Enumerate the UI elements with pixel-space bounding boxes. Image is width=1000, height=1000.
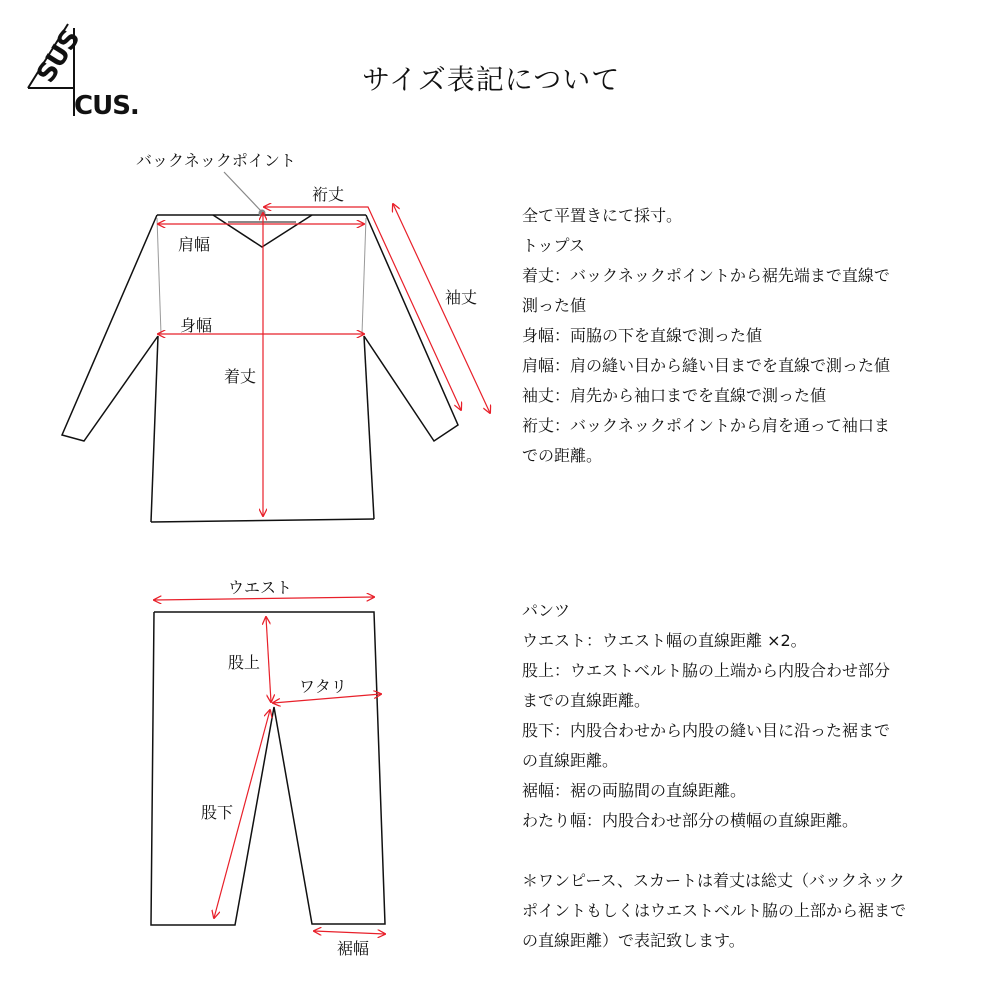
tops-desc-line: 裄丈：バックネックポイントから肩を通って袖口ま: [522, 416, 890, 435]
pants-description: [522, 596, 962, 956]
pants-desc-line: [522, 836, 962, 866]
watari-label: ワタリ: [299, 677, 347, 696]
tops-desc-line: での距離。: [522, 446, 603, 465]
back-neck-pointer: [224, 172, 261, 211]
waist-label: ウエスト: [228, 578, 293, 597]
logo-top-text: SUS: [31, 25, 87, 89]
tops-desc-line: 肩幅：肩の縫い目から縫い目までを直線で測った値: [522, 356, 891, 375]
pants-desc-line: パンツ: [522, 601, 571, 620]
back-neck-point-dot: [259, 210, 266, 217]
pants-desc-line: 股下：内股合わせから内股の縫い目に沿った裾まで: [522, 721, 891, 740]
pants-desc-line: 股上：ウエストベルト脇の上端から内股合わせ部分: [522, 661, 891, 680]
kitake-label: 着丈: [224, 367, 257, 386]
tops-desc-line: 全て平置きにて採寸。: [522, 206, 683, 225]
matashita-label: 股下: [201, 803, 234, 822]
tops-desc-line: 身幅：両脇の下を直線で測った値: [522, 326, 763, 345]
mihaba-label: 身幅: [180, 316, 213, 335]
yukitake-label: 裄丈: [312, 185, 345, 204]
matagami-measure-line: [266, 617, 271, 702]
tops-description: [522, 201, 962, 471]
pants-desc-line: わたり幅：内股合わせ部分の横幅の直線距離。: [522, 811, 859, 830]
back-neck-point-label: バックネックポイント: [136, 151, 296, 170]
susohaba-measure-line: [314, 931, 385, 934]
pants-desc-line: の直線距離）で表記致します。: [522, 931, 745, 950]
sodetake-label: 袖丈: [445, 288, 478, 307]
pants-desc-line: 裾幅：裾の両脇間の直線距離。: [522, 781, 747, 800]
susohaba-label: 裾幅: [337, 939, 370, 958]
pants-desc-line: ポイントもしくはウエストベルト脇の上部から裾まで: [522, 901, 907, 920]
tops-desc-line: トップス: [522, 236, 585, 255]
page-title: サイズ表記について: [362, 63, 621, 96]
tops-desc-line: 着丈：バックネックポイントから裾先端まで直線で: [522, 266, 890, 285]
pants-desc-line: ＊ワンピース、スカートは着丈は総丈（バックネック: [522, 871, 905, 890]
pants-desc-line: ウエスト：ウエスト幅の直線距離 ×2。: [522, 631, 807, 650]
tops-desc-line: 袖丈：肩先から袖口までを直線で測った値: [522, 386, 827, 405]
pants-desc-line: までの直線距離。: [522, 691, 651, 710]
logo-bottom-text: CUS.: [74, 91, 139, 121]
pants-desc-line: の直線距離。: [522, 751, 619, 770]
katahaba-label: 肩幅: [178, 235, 211, 254]
matagami-label: 股上: [228, 653, 261, 672]
top-garment-outline: [62, 215, 458, 522]
tops-desc-line: 測った値: [522, 296, 587, 315]
